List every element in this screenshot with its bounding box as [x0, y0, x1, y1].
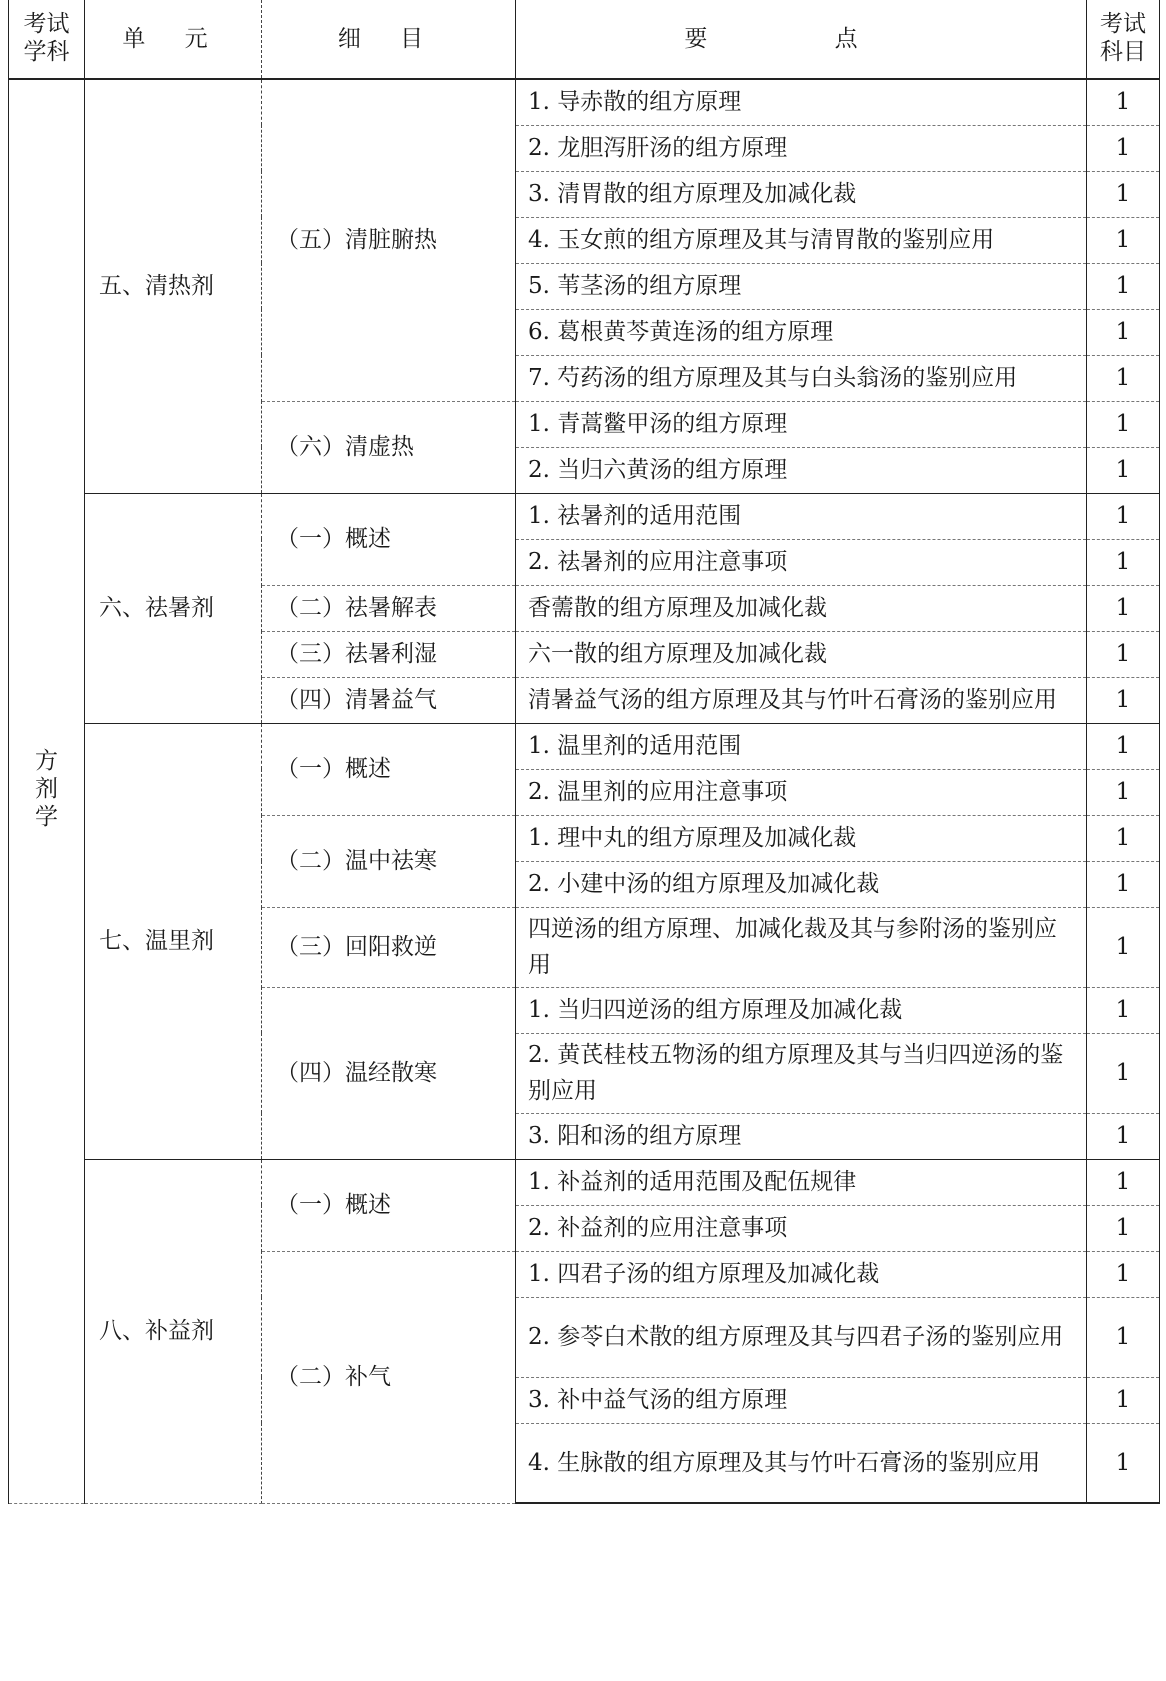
level-cell: 1: [1087, 585, 1160, 631]
header-unit: 单 元: [85, 0, 262, 79]
item-cell: （四）清暑益气: [262, 677, 516, 723]
header-row: [9, 0, 1160, 79]
table-row: [9, 723, 1160, 769]
level-cell: 1: [1087, 1377, 1160, 1423]
point-cell: 香薷散的组方原理及加减化裁: [516, 585, 1087, 631]
level-cell: 1: [1087, 79, 1160, 125]
point-cell: 5. 苇茎汤的组方原理: [516, 263, 1087, 309]
point-cell: 1. 理中丸的组方原理及加减化裁: [516, 815, 1087, 861]
level-cell: 1: [1087, 987, 1160, 1033]
unit-cell: 八、补益剂: [85, 1159, 262, 1503]
level-cell: 1: [1087, 1297, 1160, 1377]
item-cell: （三）回阳救逆: [262, 907, 516, 987]
point-cell: 2. 补益剂的应用注意事项: [516, 1205, 1087, 1251]
point-cell: 2. 龙胆泻肝汤的组方原理: [516, 125, 1087, 171]
point-cell: 2. 当归六黄汤的组方原理: [516, 447, 1087, 493]
unit-cell: 七、温里剂: [85, 723, 262, 1159]
item-cell: （一）概述: [262, 493, 516, 585]
point-cell: 六一散的组方原理及加减化裁: [516, 631, 1087, 677]
item-cell: （六）清虚热: [262, 401, 516, 493]
level-cell: 1: [1087, 171, 1160, 217]
level-cell: 1: [1087, 263, 1160, 309]
point-cell: 1. 四君子汤的组方原理及加减化裁: [516, 1251, 1087, 1297]
header-points: 要 点: [516, 0, 1087, 79]
item-cell: （五）清脏腑热: [262, 79, 516, 401]
item-cell: （二）补气: [262, 1251, 516, 1503]
level-cell: 1: [1087, 723, 1160, 769]
level-cell: 1: [1087, 631, 1160, 677]
subject-label: 方剂学: [35, 748, 58, 831]
level-cell: 1: [1087, 539, 1160, 585]
point-cell: 4. 玉女煎的组方原理及其与清胃散的鉴别应用: [516, 217, 1087, 263]
point-cell: 2. 参苓白术散的组方原理及其与四君子汤的鉴别应用: [516, 1297, 1087, 1377]
item-cell: （一）概述: [262, 1159, 516, 1251]
level-cell: 1: [1087, 907, 1160, 987]
level-cell: 1: [1087, 217, 1160, 263]
point-cell: 2. 温里剂的应用注意事项: [516, 769, 1087, 815]
level-cell: 1: [1087, 401, 1160, 447]
point-cell: 2. 黄芪桂枝五物汤的组方原理及其与当归四逆汤的鉴别应用: [516, 1033, 1087, 1113]
subject-cell: [9, 79, 85, 1503]
point-cell: 1. 补益剂的适用范围及配伍规律: [516, 1159, 1087, 1205]
header-subject: 考试学科: [9, 0, 85, 79]
level-cell: 1: [1087, 309, 1160, 355]
level-cell: 1: [1087, 493, 1160, 539]
item-cell: （一）概述: [262, 723, 516, 815]
level-cell: 1: [1087, 1423, 1160, 1503]
level-cell: 1: [1087, 447, 1160, 493]
point-cell: 2. 小建中汤的组方原理及加减化裁: [516, 861, 1087, 907]
point-cell: 清暑益气汤的组方原理及其与竹叶石膏汤的鉴别应用: [516, 677, 1087, 723]
point-cell: 1. 导赤散的组方原理: [516, 79, 1087, 125]
level-cell: 1: [1087, 1205, 1160, 1251]
table-row: [9, 493, 1160, 539]
item-cell: （三）祛暑利湿: [262, 631, 516, 677]
point-cell: 1. 温里剂的适用范围: [516, 723, 1087, 769]
level-cell: 1: [1087, 355, 1160, 401]
syllabus-table: [8, 0, 1160, 1504]
point-cell: 3. 阳和汤的组方原理: [516, 1113, 1087, 1159]
level-cell: 1: [1087, 1113, 1160, 1159]
level-cell: 1: [1087, 1159, 1160, 1205]
level-cell: 1: [1087, 677, 1160, 723]
level-cell: 1: [1087, 769, 1160, 815]
table-body: [9, 79, 1160, 1503]
point-cell: 1. 青蒿鳖甲汤的组方原理: [516, 401, 1087, 447]
item-cell: （四）温经散寒: [262, 987, 516, 1159]
level-cell: 1: [1087, 861, 1160, 907]
header-item: 细 目: [262, 0, 516, 79]
table-row: [9, 1159, 1160, 1205]
item-cell: （二）温中祛寒: [262, 815, 516, 907]
level-cell: 1: [1087, 1033, 1160, 1113]
unit-cell: 六、祛暑剂: [85, 493, 262, 723]
table-row: [9, 79, 1160, 125]
point-cell: 3. 清胃散的组方原理及加减化裁: [516, 171, 1087, 217]
point-cell: 1. 祛暑剂的适用范围: [516, 493, 1087, 539]
point-cell: 6. 葛根黄芩黄连汤的组方原理: [516, 309, 1087, 355]
point-cell: 7. 芍药汤的组方原理及其与白头翁汤的鉴别应用: [516, 355, 1087, 401]
item-cell: （二）祛暑解表: [262, 585, 516, 631]
point-cell: 2. 祛暑剂的应用注意事项: [516, 539, 1087, 585]
level-cell: 1: [1087, 1251, 1160, 1297]
level-cell: 1: [1087, 815, 1160, 861]
header-level: 考试科目: [1087, 0, 1160, 79]
point-cell: 3. 补中益气汤的组方原理: [516, 1377, 1087, 1423]
level-cell: 1: [1087, 125, 1160, 171]
point-cell: 四逆汤的组方原理、加减化裁及其与参附汤的鉴别应用: [516, 907, 1087, 987]
point-cell: 4. 生脉散的组方原理及其与竹叶石膏汤的鉴别应用: [516, 1423, 1087, 1503]
point-cell: 1. 当归四逆汤的组方原理及加减化裁: [516, 987, 1087, 1033]
unit-cell: 五、清热剂: [85, 79, 262, 493]
